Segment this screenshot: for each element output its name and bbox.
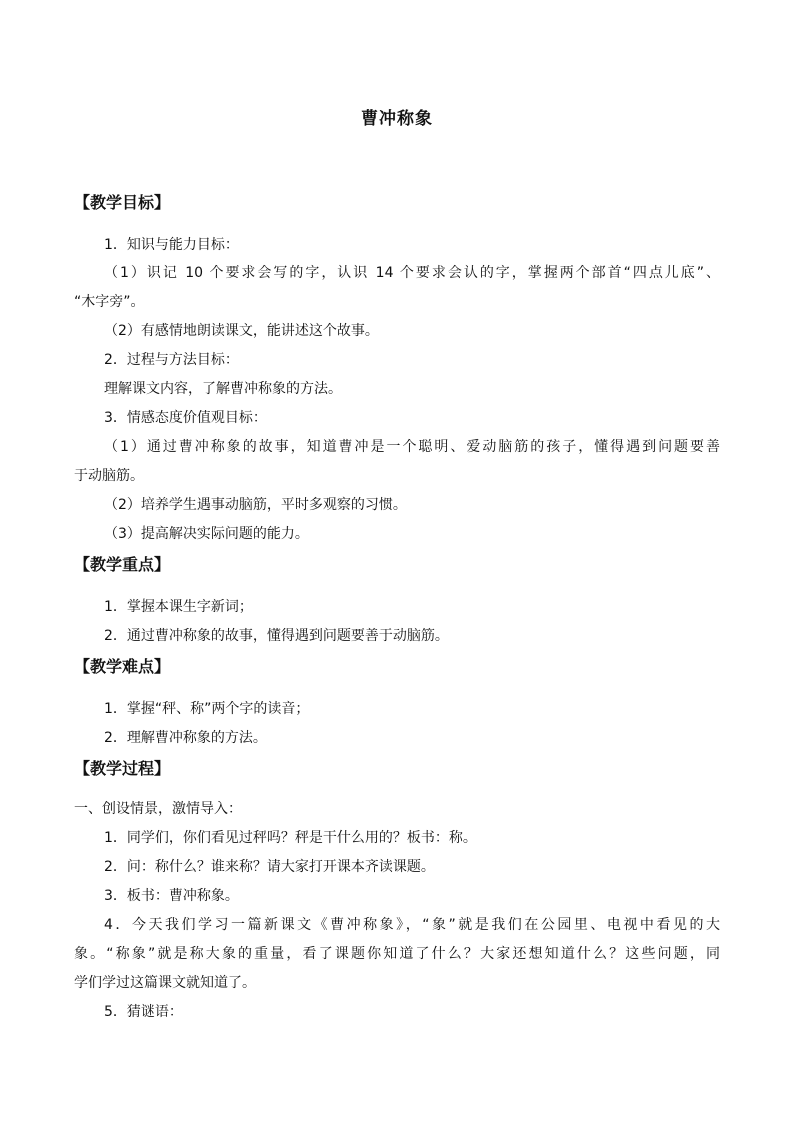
- process-line-1: 一、创设情景，激情导入：: [74, 801, 242, 817]
- process-line-5: 4．今天我们学习一篇新课文《曹冲称象》，“象”就是我们在公园里、电视中看见的大: [104, 917, 720, 933]
- process-line-7: 学们学过这篇课文就知道了。: [74, 975, 256, 991]
- objectives-line-11: （3）提高解决实际问题的能力。: [104, 526, 309, 542]
- objectives-line-4: （2）有感情地朗读课文，能讲述这个故事。: [104, 323, 379, 339]
- objectives-line-8: （1）通过曹冲称象的故事，知道曹冲是一个聪明、爱动脑筋的孩子，懂得遇到问题要善: [104, 439, 720, 455]
- process-line-8: 5．猜谜语：: [104, 1004, 183, 1020]
- process-line-3: 2．问：称什么？谁来称？请大家打开课本齐读课题。: [104, 859, 435, 875]
- objectives-line-10: （2）培养学生遇事动脑筋，平时多观察的习惯。: [104, 497, 407, 513]
- key-points-line-1: 1．掌握本课生字新词；: [104, 599, 253, 615]
- heading-difficulties: 【教学难点】: [74, 657, 171, 676]
- objectives-line-3: “木字旁”。: [74, 294, 145, 310]
- heading-process: 【教学过程】: [74, 759, 171, 778]
- process-line-4: 3．板书：曹冲称象。: [104, 888, 239, 904]
- difficulties-line-1: 1．掌握“秤、称”两个字的读音；: [104, 701, 310, 717]
- heading-objectives: 【教学目标】: [74, 193, 171, 212]
- objectives-line-9: 于动脑筋。: [74, 468, 144, 484]
- heading-key-points: 【教学重点】: [74, 555, 171, 574]
- key-points-line-2: 2．通过曹冲称象的故事，懂得遇到问题要善于动脑筋。: [104, 628, 449, 644]
- document-title: 曹冲称象: [361, 109, 433, 129]
- difficulties-line-2: 2．理解曹冲称象的方法。: [104, 730, 267, 746]
- objectives-line-1: 1．知识与能力目标：: [104, 237, 239, 253]
- process-line-6: 象。“称象”就是称大象的重量，看了课题你知道了什么？大家还想知道什么？这些问题，同: [74, 946, 720, 962]
- objectives-line-7: 3．情感态度价值观目标：: [104, 410, 267, 426]
- objectives-line-2: （1）识记 10 个要求会写的字，认识 14 个要求会认的字，掌握两个部首“四点儿底”、: [104, 265, 720, 281]
- process-line-2: 1．同学们，你们看见过秤吗？秤是干什么用的？板书：称。: [104, 830, 477, 846]
- objectives-line-5: 2．过程与方法目标：: [104, 352, 239, 368]
- objectives-line-6: 理解课文内容，了解曹冲称象的方法。: [104, 381, 342, 397]
